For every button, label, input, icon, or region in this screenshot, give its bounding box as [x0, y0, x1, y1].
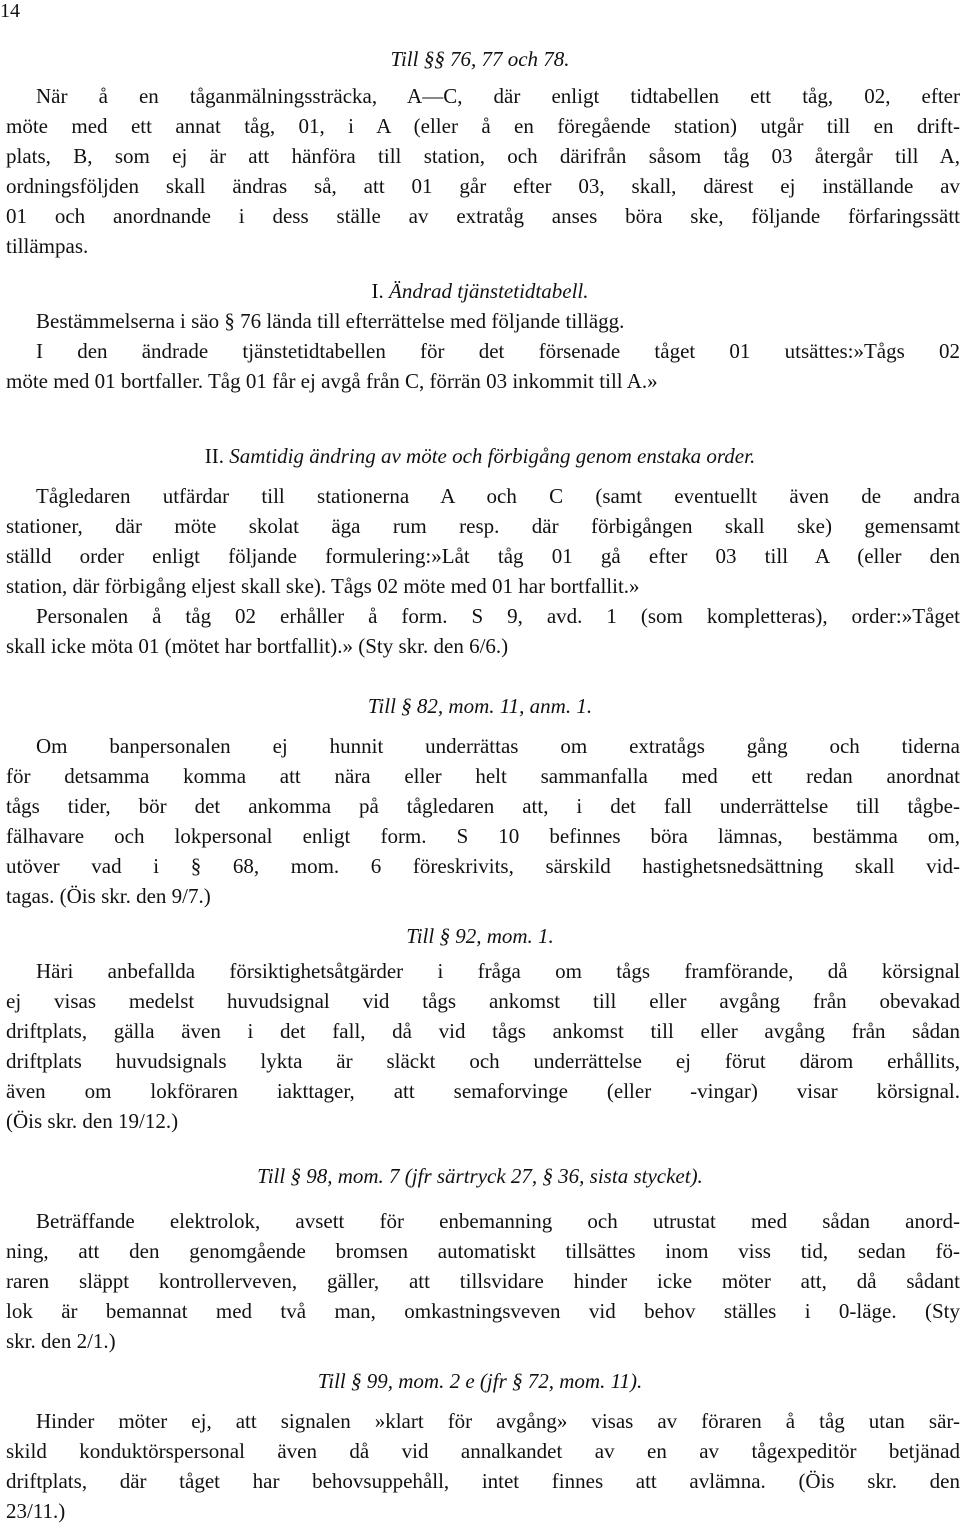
paragraph-line: (Öis skr. den 19/12.)	[6, 1109, 179, 1133]
paragraph-line: tagas. (Öis skr. den 9/7.)	[6, 884, 211, 908]
subheading-number: II.	[204, 444, 225, 468]
paragraph-line: I den ändrade tjänstetidtabellen för det försenade tåget 01 utsättes:»Tågs 02	[36, 339, 960, 363]
paragraph-line: utöver vad i § 68, mom. 6 föreskrivits, särskild hastighetsnedsättning skall vid-	[6, 854, 960, 878]
paragraph-line: ställd order enligt följande formulering:»Låt tåg 01 gå efter 03 till A (eller den	[6, 544, 960, 568]
section-heading: Till § 99, mom. 2 e (jfr § 72, mom. 11).	[317, 1369, 643, 1393]
paragraph-line: När å en tåganmälningssträcka, A—C, där enligt tidtabellen ett tåg, 02, efter	[36, 84, 960, 108]
paragraph-line: ordningsföljden skall ändras så, att 01 går efter 03, skall, därest ej inställande av	[6, 174, 960, 198]
paragraph-line: Tågledaren utfärdar till stationerna A och C (samt eventuellt även de andra	[36, 484, 960, 508]
paragraph-line: lok är bemannat med två man, omkastningsveven vid behov ställes i 0-läge. (Sty	[6, 1299, 960, 1323]
paragraph-line: plats, B, som ej är att hänföra till station, och därifrån såsom tåg 03 återgår till A,	[6, 144, 960, 168]
paragraph-line: skr. den 2/1.)	[6, 1329, 116, 1353]
paragraph-line: 23/11.)	[6, 1499, 66, 1523]
subheading-title: Ändrad tjänstetidtabell.	[389, 279, 589, 303]
subheading-number: I.	[371, 279, 384, 303]
paragraph-line: Bestämmelserna i säo § 76 lända till efterrättelse med följande tillägg.	[36, 309, 625, 333]
paragraph-line: driftplats huvudsignals lykta är släckt och underrättelse ej förut därom erhållits,	[6, 1049, 960, 1073]
paragraph-line: skall icke möta 01 (mötet har bortfallit).» (Sty skr. den 6/6.)	[6, 634, 509, 658]
section-heading: Till §§ 76, 77 och 78.	[390, 47, 570, 71]
subheading-title: Samtidig ändring av möte och förbigång genom enstaka order.	[229, 444, 756, 468]
paragraph-line: driftplats, där tåget har behovsuppehåll, intet finnes att avlämna. (Öis skr. den	[6, 1469, 960, 1493]
paragraph-line: tågs tider, bör det ankomma på tågledaren att, i det fall underrättelse till tågbe-	[6, 794, 960, 818]
paragraph-line: stationer, där möte skolat äga rum resp. där förbigången skall ske) gemensamt	[6, 514, 960, 538]
paragraph-line: möte med 01 bortfaller. Tåg 01 får ej avgå från C, förrän 03 inkommit till A.»	[6, 369, 658, 393]
paragraph-line: ning, att den genomgående bromsen automatiskt tillsättes inom viss tid, sedan fö-	[6, 1239, 960, 1263]
paragraph-line: fälhavare och lokpersonal enligt form. S 10 befinnes böra lämnas, bestämma om,	[6, 824, 960, 848]
paragraph-line: Personalen å tåg 02 erhåller å form. S 9, avd. 1 (som kompletteras), order:»Tåget	[36, 604, 960, 628]
paragraph-line: raren släppt kontrollerveven, gäller, att tillsvidare hinder icke möter att, då sådant	[6, 1269, 960, 1293]
paragraph-line: möte med ett annat tåg, 01, i A (eller å en föregående station) utgår till en drift-	[6, 114, 960, 138]
paragraph-line: skild konduktörspersonal även då vid annalkandet av en av tågexpeditör betjänad	[6, 1439, 960, 1463]
paragraph-line: station, där förbigång eljest skall ske). Tågs 02 möte med 01 har bortfallit.»	[6, 574, 640, 598]
subheading	[0, 281, 960, 302]
paragraph-line: tillämpas.	[6, 234, 89, 258]
paragraph-line: även om lokföraren iakttager, att semaforvinge (eller -vingar) visar körsignal.	[6, 1079, 960, 1103]
section-heading: Till § 82, mom. 11, anm. 1.	[367, 694, 593, 718]
paragraph-line: Hinder möter ej, att signalen »klart för avgång» visas av föraren å tåg utan sär-	[36, 1409, 960, 1433]
paragraph-line: för detsamma komma att nära eller helt sammanfalla med ett redan anordnat	[6, 764, 960, 788]
paragraph-line: ej visas medelst huvudsignal vid tågs ankomst till eller avgång från obevakad	[6, 989, 960, 1013]
paragraph-line: Häri anbefallda försiktighetsåtgärder i fråga om tågs framförande, då körsignal	[36, 959, 960, 983]
paragraph-line: Beträffande elektrolok, avsett för enbemanning och utrustat med sådan anord-	[36, 1209, 960, 1233]
paragraph-line: Om banpersonalen ej hunnit underrättas om extratågs gång och tiderna	[36, 734, 960, 758]
paragraph-line: 01 och anordnande i dess ställe av extratåg anses böra ske, följande förfaringssätt	[6, 204, 960, 228]
section-heading: Till § 98, mom. 7 (jfr särtryck 27, § 36, sista stycket).	[257, 1164, 703, 1188]
section-heading: Till § 92, mom. 1.	[406, 924, 554, 948]
paragraph-line: driftplats, gälla även i det fall, då vid tågs ankomst till eller avgång från sådan	[6, 1019, 960, 1043]
page-number: 14	[0, 0, 20, 22]
subheading	[0, 446, 960, 467]
